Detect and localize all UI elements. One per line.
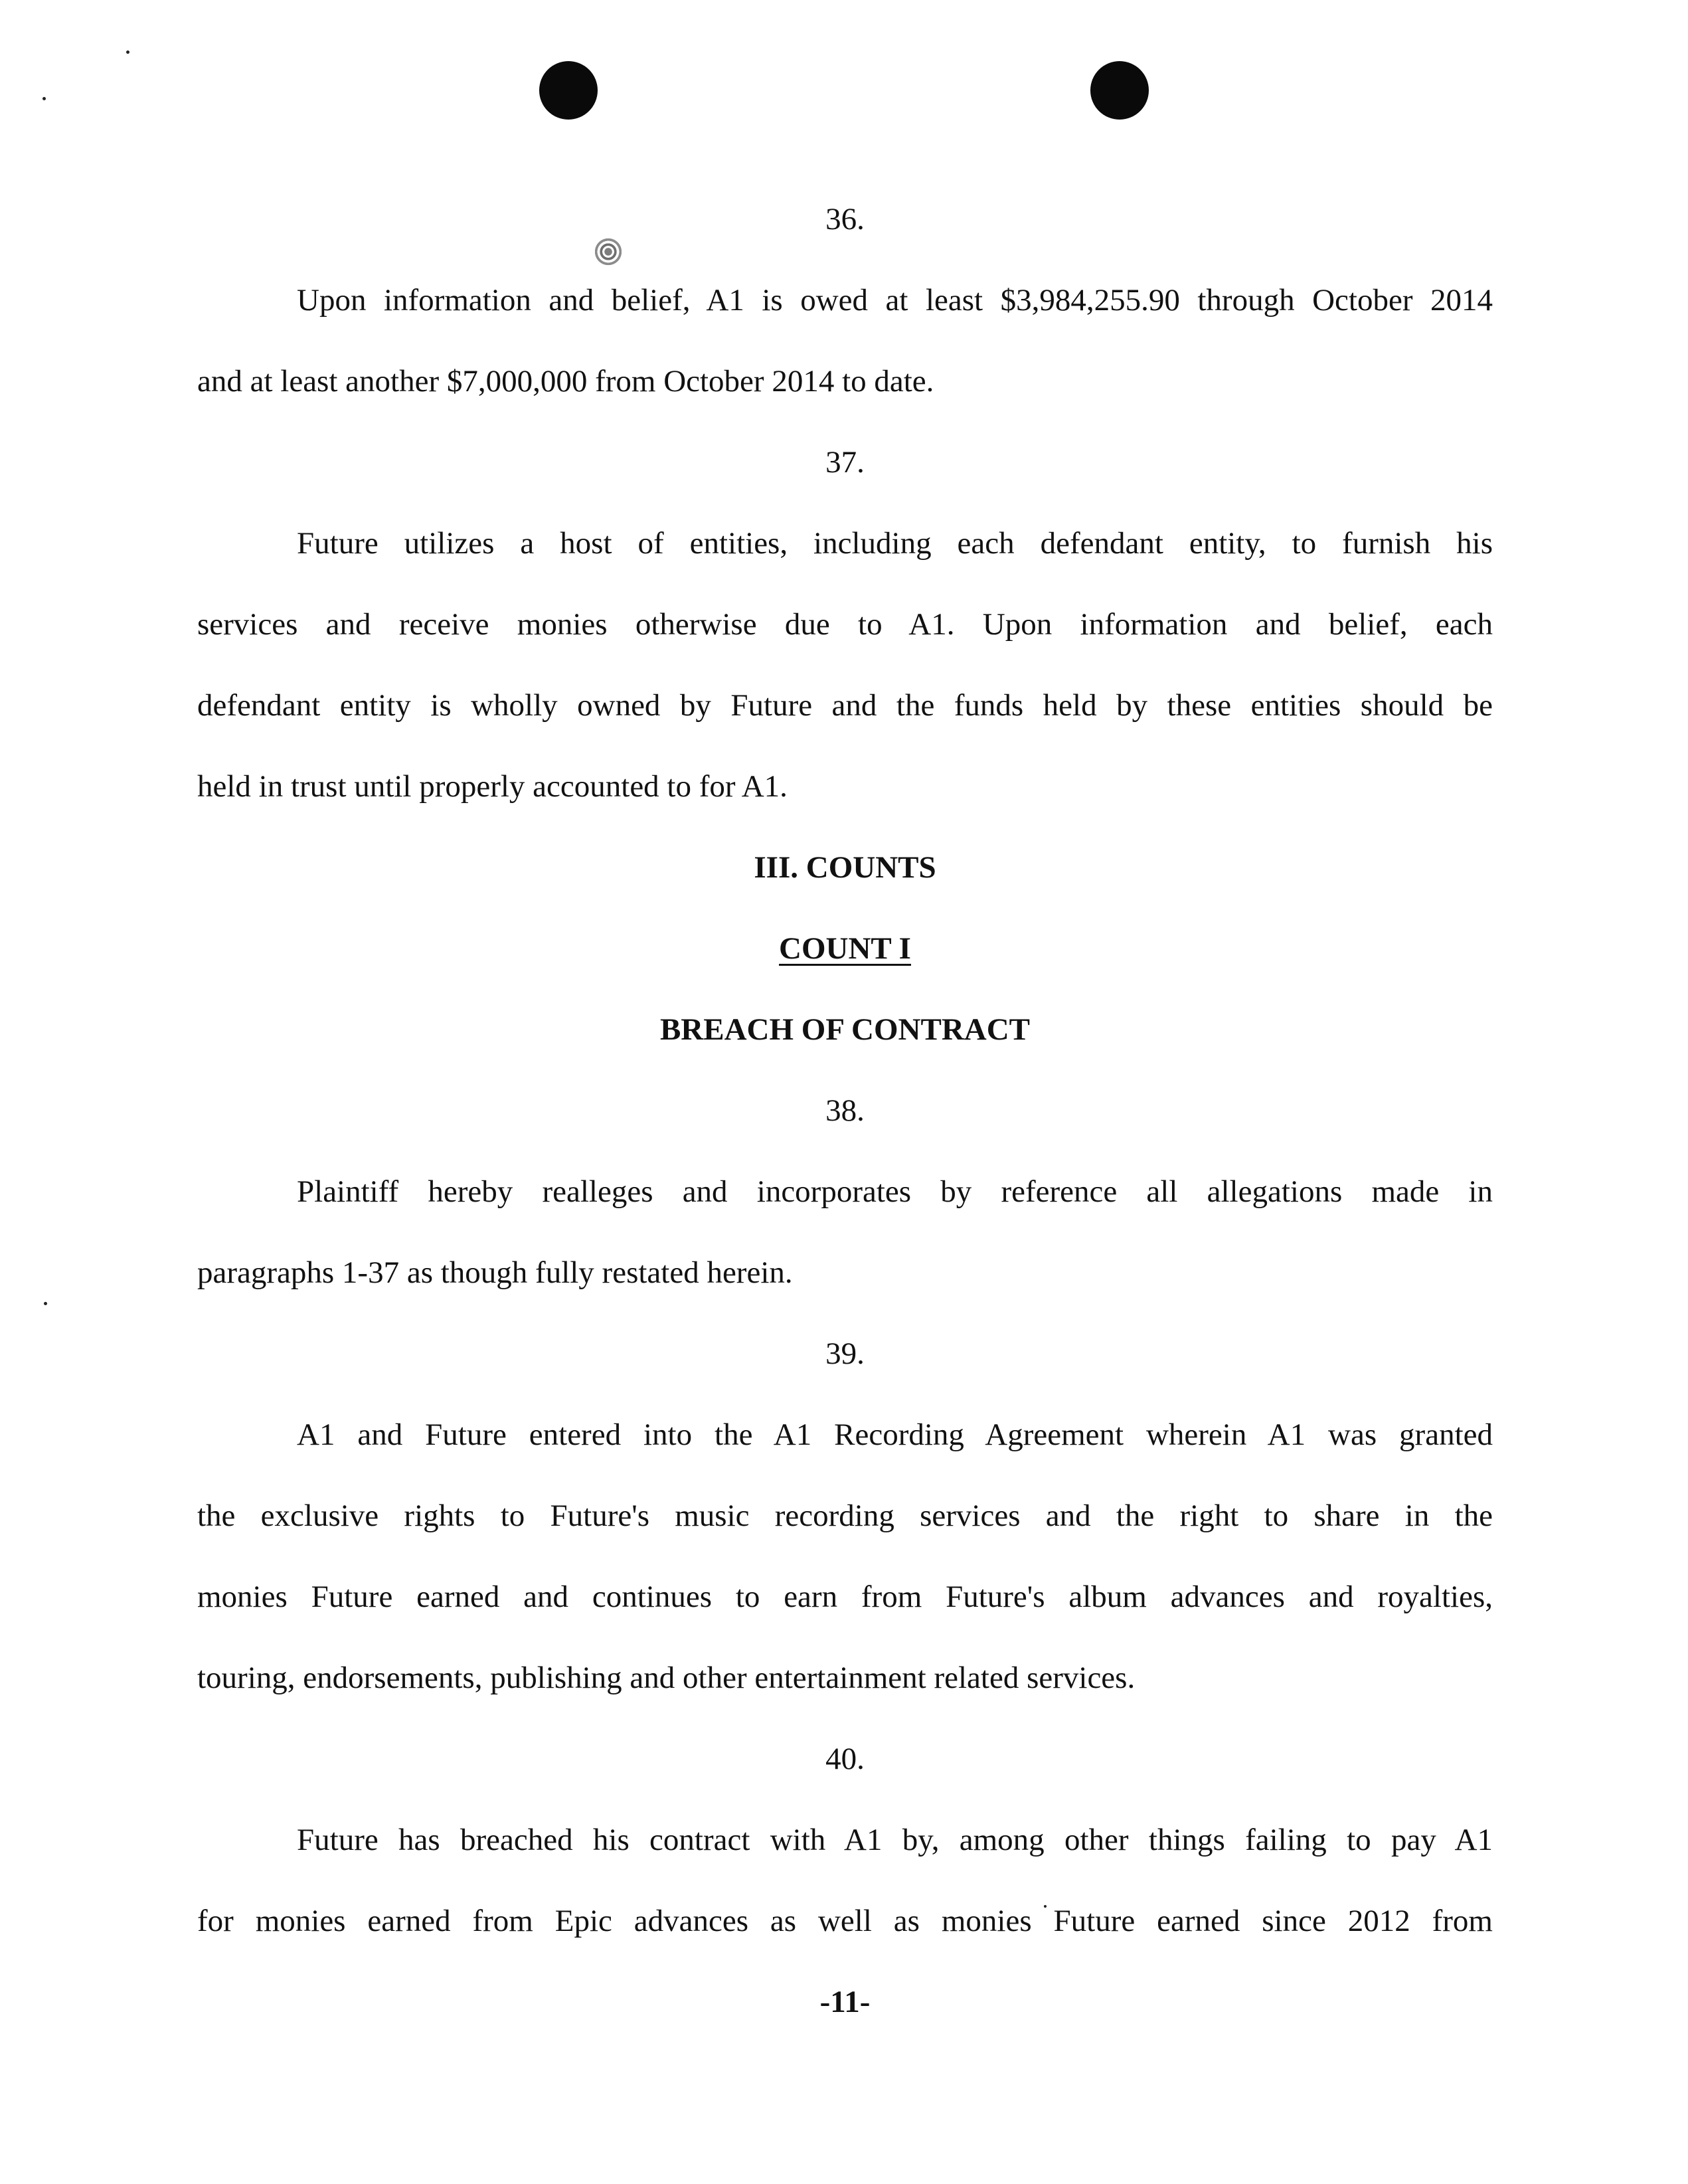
paragraph-line: Upon information and belief, A1 is owed at least $3,984,255.90 through October 2014 [297, 283, 1493, 318]
punch-hole-right [1090, 61, 1149, 120]
paragraph-number: 38. [825, 1093, 865, 1128]
count-heading [197, 929, 1493, 968]
paragraph-line: Future has breached his contract with A1 by, among other things failing to pay A1 [297, 1823, 1493, 1857]
count-heading-text: COUNT I [779, 931, 911, 966]
scan-smudge [595, 236, 622, 268]
paragraph-number: 36. [825, 202, 865, 236]
paragraph-line: A1 and Future entered into the A1 Recording Agreement wherein A1 was granted [297, 1417, 1493, 1452]
paragraph-line: held in trust until properly accounted to for A1. [197, 769, 788, 804]
paragraph-line: monies Future earned and continues to earn from Future's album advances and royalties, [197, 1580, 1493, 1614]
section-heading: III. COUNTS [754, 850, 936, 885]
paragraph-number: 39. [825, 1336, 865, 1371]
paragraph-line: defendant entity is wholly owned by Future and the funds held by these entities should be [197, 688, 1493, 723]
scan-speck [42, 97, 46, 100]
paragraph-line: touring, endorsements, publishing and other entertainment related services. [197, 1661, 1136, 1695]
scan-speck [126, 50, 129, 54]
paragraph-number: 37. [825, 445, 865, 480]
paragraph-line: for monies earned from Epic advances as well as monies Future earned since 2012 from [197, 1904, 1493, 1938]
paragraph-line: Plaintiff hereby realleges and incorporates by reference all allegations made in [297, 1174, 1493, 1209]
page-number: -11- [819, 1985, 871, 2019]
paragraph-line: and at least another $7,000,000 from October 2014 to date. [197, 364, 934, 399]
punch-hole-left [539, 61, 598, 120]
scan-speck [44, 1302, 47, 1305]
paragraph-line: the exclusive rights to Future's music recording services and the right to share in the [197, 1499, 1493, 1533]
count-title-heading: BREACH OF CONTRACT [659, 1012, 1031, 1047]
paragraph-line: Future utilizes a host of entities, including each defendant entity, to furnish his [297, 526, 1493, 561]
paragraph-number: 40. [825, 1742, 865, 1776]
paragraph-line: services and receive monies otherwise due to A1. Upon information and belief, each [197, 607, 1493, 642]
paragraph-line: paragraphs 1-37 as though fully restated herein. [197, 1255, 793, 1290]
